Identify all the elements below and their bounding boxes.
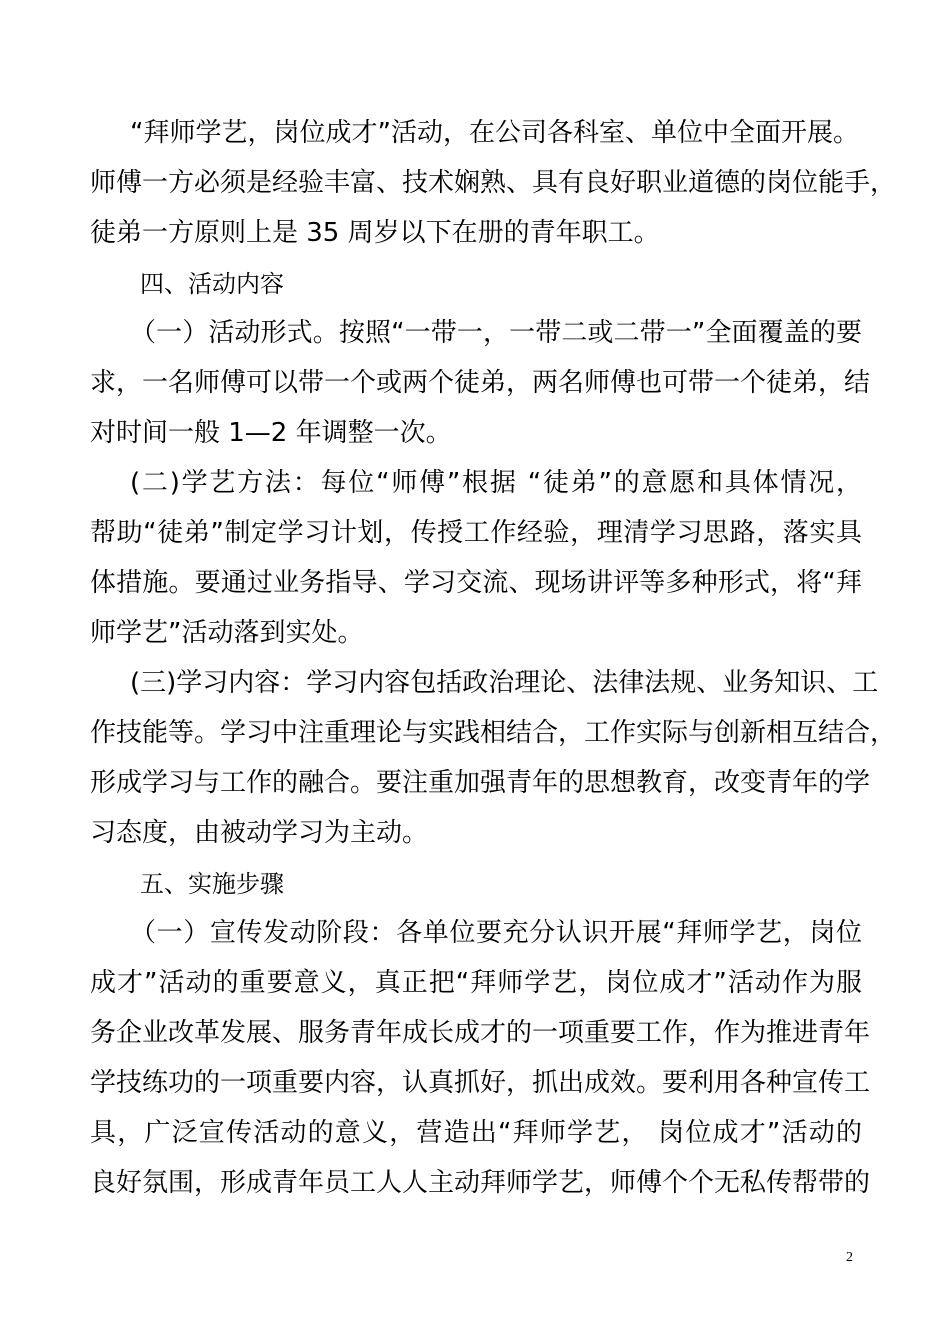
paragraph-1-line-1: “拜师学艺，岗位成才”活动，在公司各科室、单位中全面开展。 bbox=[130, 118, 859, 148]
paragraph-3-line-2: 帮助“徒弟”制定学习计划，传授工作经验，理清学习思路，落实具 bbox=[90, 518, 862, 548]
paragraph-5-line-6: 良好氛围，形成青年员工人人主动拜师学艺，师傅个个无私传帮带的 bbox=[90, 1168, 871, 1198]
paragraph-2-line-2: 求，一名师傅可以带一个或两个徒弟，两名师傅也可带一个徒弟，结 bbox=[90, 368, 871, 398]
paragraph-4-line-1: (三)学习内容：学习内容包括政治理论、法律法规、业务知识、工 bbox=[130, 668, 879, 698]
paragraph-2-line-1: （一）活动形式。按照“一带一，一带二或二带一”全面覆盖的要 bbox=[130, 318, 862, 348]
paragraph-3-line-1: (二)学艺方法：每位“师傅”根据 “徒弟”的意愿和具体情况， bbox=[130, 468, 862, 498]
paragraph-5-line-1: （一）宣传发动阶段：各单位要充分认识开展“拜师学艺，岗位 bbox=[130, 918, 862, 948]
paragraph-5-line-3: 务企业改革发展、服务青年成长成才的一项重要工作，作为推进青年 bbox=[90, 1018, 871, 1048]
paragraph-5-line-2: 成才”活动的重要意义，真正把“拜师学艺，岗位成才”活动作为服 bbox=[90, 968, 862, 998]
paragraph-5-line-5: 具，广泛宣传活动的意义，营造出“拜师学艺， 岗位成才”活动的 bbox=[90, 1118, 862, 1148]
page-number: 2 bbox=[846, 1250, 853, 1265]
paragraph-4-line-4: 习态度，由被动学习为主动。 bbox=[90, 818, 429, 848]
paragraph-4-line-2: 作技能等。学习中注重理论与实践相结合，工作实际与创新相互结合， bbox=[90, 718, 897, 748]
paragraph-3-line-3: 体措施。要通过业务指导、学习交流、现场讲评等多种形式，将“拜 bbox=[90, 568, 862, 598]
paragraph-4-line-3: 形成学习与工作的融合。要注重加强青年的思想教育，改变青年的学 bbox=[90, 768, 871, 798]
section-heading-5: 五、实施步骤 bbox=[140, 870, 284, 898]
paragraph-1-line-2: 师傅一方必须是经验丰富、技术娴熟、具有良好职业道德的岗位能手， bbox=[90, 168, 897, 198]
paragraph-5-line-4: 学技练功的一项重要内容，认真抓好，抓出成效。要利用各种宣传工 bbox=[90, 1068, 871, 1098]
section-heading-4: 四、活动内容 bbox=[140, 270, 284, 298]
paragraph-2-line-3: 对时间一般 1—2 年调整一次。 bbox=[90, 418, 452, 448]
paragraph-1-line-3: 徒弟一方原则上是 35 周岁以下在册的青年职工。 bbox=[90, 218, 660, 248]
paragraph-3-line-4: 师学艺”活动落到实处。 bbox=[90, 618, 364, 648]
